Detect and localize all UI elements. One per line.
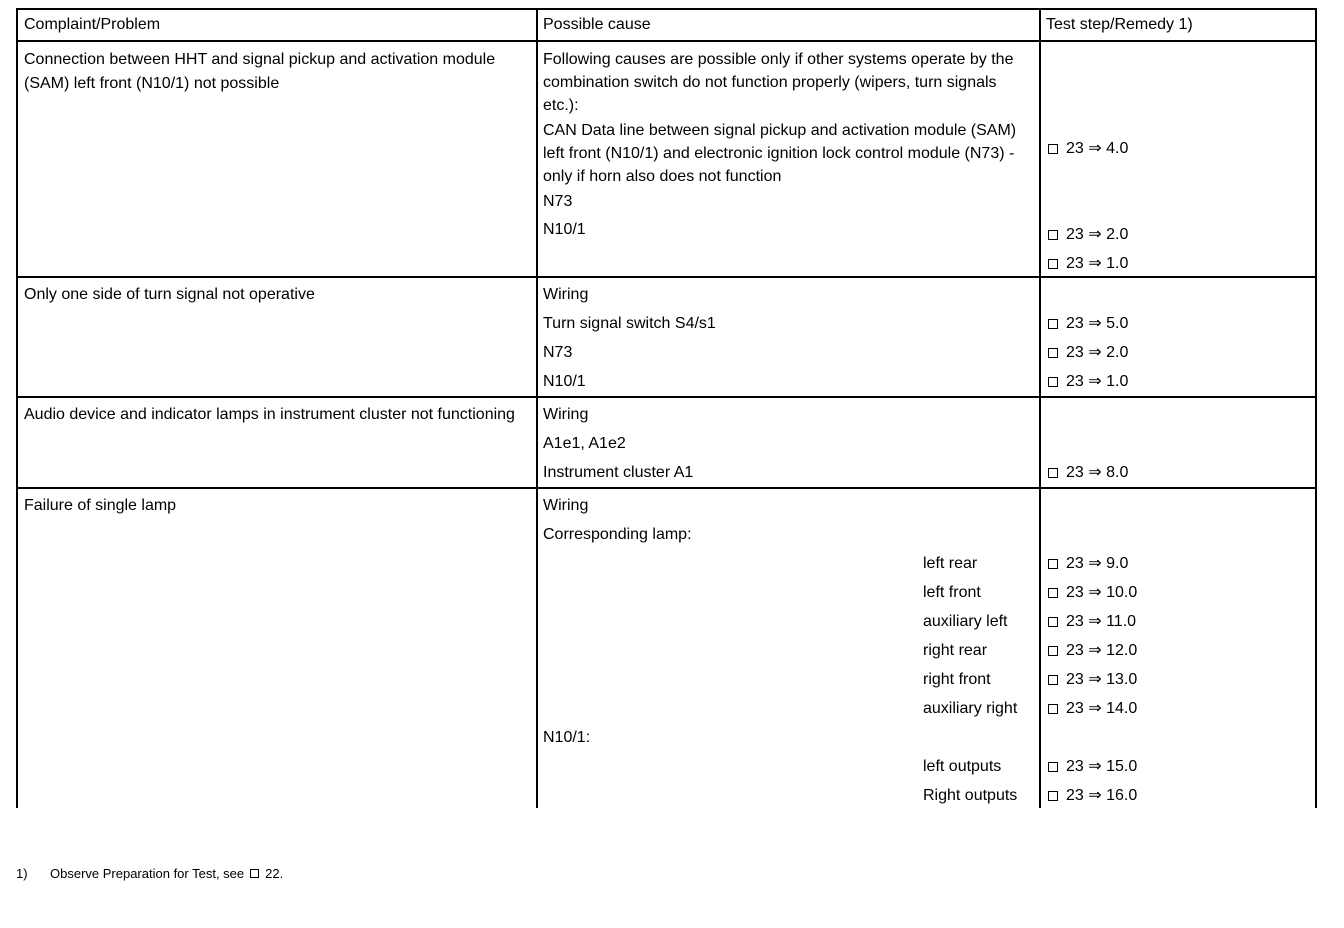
remedy-line	[1048, 220, 1308, 249]
remedy-cell	[1041, 398, 1315, 487]
cause-text: Wiring	[543, 497, 589, 514]
lamp-item: right rear	[923, 642, 988, 659]
cause-text: Following causes are possible only if other systems operate by the combination switch do not function properly (wipers, turn signals etc.):	[543, 51, 1014, 114]
remedy-text: 23 ⇒ 1.0	[1066, 255, 1129, 272]
cause-text: N10/1	[543, 373, 586, 390]
remedy-line	[1048, 338, 1308, 367]
lamp-item: left front	[923, 584, 981, 601]
footnote-ref: 22.	[265, 866, 284, 881]
remedy-cell	[1041, 489, 1315, 808]
cause-text: N73	[543, 344, 573, 361]
page-ref-box-icon	[1048, 559, 1058, 569]
page-ref-box-icon	[1048, 646, 1058, 656]
remedy-text: 23 ⇒ 11.0	[1066, 613, 1137, 630]
output-item: Right outputs	[923, 787, 1018, 804]
remedy-line	[1048, 134, 1308, 163]
complaint-cell: Connection between HHT and signal pickup and activation module (SAM) left front (N10/1) not possible	[18, 42, 538, 276]
remedy-line	[1048, 549, 1308, 578]
page-ref-box-icon	[1048, 704, 1058, 714]
remedy-text: 23 ⇒ 2.0	[1066, 344, 1129, 361]
remedy-text: 23 ⇒ 9.0	[1066, 555, 1129, 572]
remedy-text: 23 ⇒ 1.0	[1066, 373, 1129, 390]
page-ref-box-icon	[1048, 144, 1058, 154]
cause-text: N73	[543, 193, 573, 210]
remedy-line	[1048, 309, 1308, 338]
remedy-text: 23 ⇒ 4.0	[1066, 140, 1129, 157]
remedy-text: 23 ⇒ 14.0	[1066, 700, 1138, 717]
page-ref-box-icon	[1048, 588, 1058, 598]
remedy-text: 23 ⇒ 2.0	[1066, 226, 1129, 243]
remedy-text: 23 ⇒ 13.0	[1066, 671, 1138, 688]
remedy-text: 23 ⇒ 16.0	[1066, 787, 1138, 804]
remedy-text: 23 ⇒ 15.0	[1066, 758, 1138, 775]
table-row	[18, 489, 1315, 808]
cause-cell	[538, 42, 1041, 276]
output-item: left outputs	[923, 758, 1002, 775]
remedy-cell	[1041, 42, 1315, 276]
footnote	[16, 866, 283, 881]
header-complaint: Complaint/Problem	[18, 10, 538, 40]
table-row	[18, 398, 1315, 489]
footnote-text: Observe Preparation for Test, see	[50, 866, 245, 881]
remedy-line	[1048, 607, 1308, 636]
lamp-item: auxiliary left	[923, 613, 1008, 630]
diagnosis-table	[16, 8, 1317, 808]
cause-cell	[538, 489, 1041, 808]
complaint-cell: Audio device and indicator lamps in instrument cluster not functioning	[18, 398, 538, 487]
remedy-line	[1048, 367, 1308, 396]
cause-text: Corresponding lamp:	[543, 526, 692, 543]
page-ref-box-icon	[250, 869, 259, 878]
page-ref-box-icon	[1048, 617, 1058, 627]
page-ref-box-icon	[1048, 791, 1058, 801]
page-ref-box-icon	[1048, 259, 1058, 269]
lamp-item: auxiliary right	[923, 700, 1018, 717]
page-ref-box-icon	[1048, 468, 1058, 478]
lamp-item: left rear	[923, 555, 978, 572]
page-ref-box-icon	[1048, 348, 1058, 358]
page-ref-box-icon	[1048, 762, 1058, 772]
cause-text: A1e1, A1e2	[543, 435, 626, 452]
page-ref-box-icon	[1048, 230, 1058, 240]
remedy-line	[1048, 752, 1308, 781]
complaint-cell: Failure of single lamp	[18, 489, 538, 808]
remedy-line	[1048, 665, 1308, 694]
remedy-line	[1048, 578, 1308, 607]
remedy-text: 23 ⇒ 8.0	[1066, 464, 1129, 481]
remedy-line	[1048, 694, 1308, 723]
remedy-line	[1048, 249, 1308, 278]
remedy-line	[1048, 636, 1308, 665]
lamp-item: right front	[923, 671, 991, 688]
cause-cell	[538, 278, 1041, 396]
cause-cell	[538, 398, 1041, 487]
remedy-text: 23 ⇒ 12.0	[1066, 642, 1138, 659]
complaint-cell: Only one side of turn signal not operative	[18, 278, 538, 396]
remedy-cell	[1041, 278, 1315, 396]
footnote-marker: 1)	[16, 866, 28, 881]
header-cause: Possible cause	[538, 10, 1041, 40]
cause-text: N10/1	[543, 221, 586, 238]
remedy-line	[1048, 781, 1308, 810]
page-ref-box-icon	[1048, 377, 1058, 387]
cause-text: Wiring	[543, 406, 589, 423]
remedy-text: 23 ⇒ 10.0	[1066, 584, 1138, 601]
table-header-row	[18, 10, 1315, 42]
table-row	[18, 278, 1315, 398]
page-ref-box-icon	[1048, 319, 1058, 329]
cause-text: CAN Data line between signal pickup and activation module (SAM) left front (N10/1) and electronic ignition lock control module (N73) - only if horn also does not function	[543, 122, 1017, 185]
remedy-text: 23 ⇒ 5.0	[1066, 315, 1129, 332]
page-ref-box-icon	[1048, 675, 1058, 685]
cause-text: Instrument cluster A1	[543, 464, 694, 481]
remedy-line	[1048, 458, 1308, 487]
module-label: N10/1:	[543, 729, 591, 746]
table-row	[18, 42, 1315, 278]
header-remedy: Test step/Remedy 1)	[1046, 16, 1193, 33]
cause-text: Turn signal switch S4/s1	[543, 315, 716, 332]
cause-text: Wiring	[543, 286, 589, 303]
